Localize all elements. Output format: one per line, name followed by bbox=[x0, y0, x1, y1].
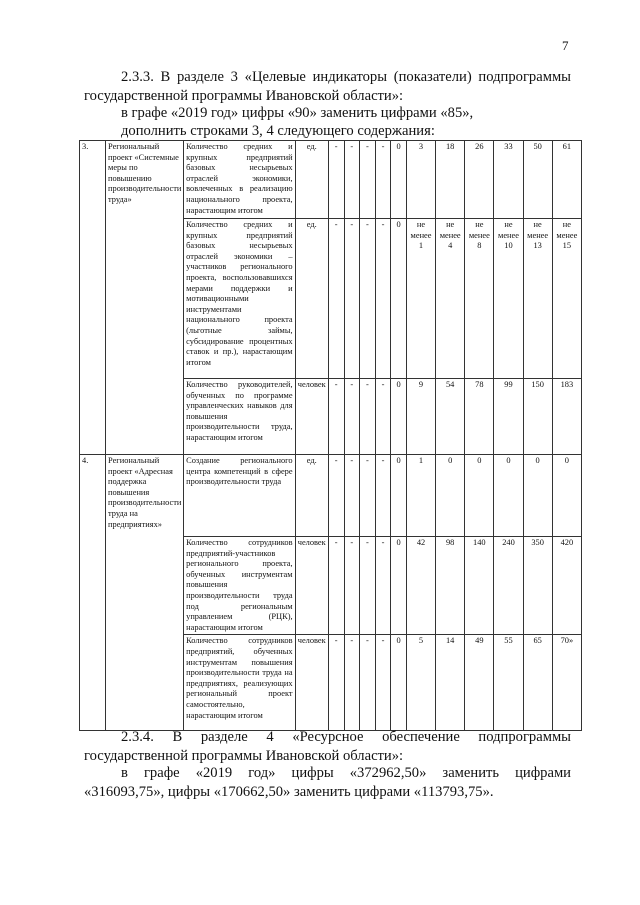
value-cell: 140 bbox=[465, 537, 494, 635]
paragraph-line: дополнить строками 3, 4 следующего содержания: bbox=[121, 123, 435, 139]
value-cell: 350 bbox=[523, 537, 552, 635]
value-cell: - bbox=[344, 635, 360, 731]
value-cell: - bbox=[375, 455, 391, 537]
value-cell: 14 bbox=[436, 635, 465, 731]
value-cell: - bbox=[328, 455, 344, 537]
value-cell: - bbox=[360, 537, 376, 635]
paragraph-line: «316093,75», цифры «170662,50» заменить цифрами «113793,75». bbox=[84, 783, 494, 800]
value-cell: - bbox=[344, 219, 360, 379]
value-cell: 70» bbox=[552, 635, 581, 731]
indicator-name-cell: Количество средних и крупных предприятий базовых несырьевых отраслей экономики – участников регионального проекта, воспользовавшихся мерами поддержки и мотивационными инструментами национального проекта (льготные займы, субсидирование процентных ставок и пр.), нарастающим итогом bbox=[184, 219, 295, 379]
page-number: 7 bbox=[562, 38, 569, 53]
value-cell: - bbox=[344, 537, 360, 635]
value-cell: 3 bbox=[406, 141, 435, 219]
value-cell: - bbox=[375, 219, 391, 379]
value-cell: 9 bbox=[406, 379, 435, 455]
value-cell: не менее 13 bbox=[523, 219, 552, 379]
value-cell: 0 bbox=[523, 455, 552, 537]
value-cell: 33 bbox=[494, 141, 523, 219]
value-cell: - bbox=[360, 635, 376, 731]
value-cell: 26 bbox=[465, 141, 494, 219]
value-cell: не менее 4 bbox=[436, 219, 465, 379]
value-cell: 240 bbox=[494, 537, 523, 635]
table-row bbox=[80, 455, 582, 537]
value-cell: 0 bbox=[391, 379, 407, 455]
value-cell: 99 bbox=[494, 379, 523, 455]
value-cell: - bbox=[328, 537, 344, 635]
instruction-2019-sums-paragraph bbox=[84, 764, 571, 801]
section-2-3-4-paragraph bbox=[84, 728, 571, 765]
unit-cell: человек bbox=[295, 635, 328, 731]
value-cell: 54 bbox=[436, 379, 465, 455]
unit-cell: человек bbox=[295, 379, 328, 455]
value-cell: - bbox=[328, 141, 344, 219]
paragraph-line: 2.3.3. В разделе 3 «Целевые индикаторы (показатели) подпрограммы bbox=[121, 69, 571, 85]
indicator-name-cell: Количество средних и крупных предприятий базовых несырьевых отраслей экономики, вовлеченных в реализацию национального проекта, нарастающим итогом bbox=[184, 141, 295, 219]
value-cell: 183 bbox=[552, 379, 581, 455]
indicator-name-cell: Количество сотрудников предприятий, обученных инструментам повышения производительности труда на предприятиях, реализующих региональный проект самостоятельно, нарастающим итогом bbox=[184, 635, 295, 731]
value-cell: 98 bbox=[436, 537, 465, 635]
value-cell: - bbox=[360, 219, 376, 379]
value-cell: 61 bbox=[552, 141, 581, 219]
instruction-2019-paragraph bbox=[84, 104, 571, 123]
value-cell: - bbox=[375, 379, 391, 455]
value-cell: 0 bbox=[391, 635, 407, 731]
value-cell: не менее 10 bbox=[494, 219, 523, 379]
value-cell: - bbox=[360, 379, 376, 455]
value-cell: 50 bbox=[523, 141, 552, 219]
value-cell: - bbox=[344, 379, 360, 455]
value-cell: - bbox=[375, 537, 391, 635]
value-cell: - bbox=[375, 141, 391, 219]
value-cell: 0 bbox=[465, 455, 494, 537]
value-cell: - bbox=[344, 455, 360, 537]
value-cell: 42 bbox=[406, 537, 435, 635]
indicators-table bbox=[79, 140, 582, 731]
row-number-cell: 4. bbox=[80, 455, 106, 731]
indicators-table-body bbox=[80, 141, 582, 731]
value-cell: не менее 8 bbox=[465, 219, 494, 379]
value-cell: 55 bbox=[494, 635, 523, 731]
value-cell: 65 bbox=[523, 635, 552, 731]
unit-cell: ед. bbox=[295, 219, 328, 379]
value-cell: 420 bbox=[552, 537, 581, 635]
unit-cell: ед. bbox=[295, 141, 328, 219]
value-cell: 0 bbox=[494, 455, 523, 537]
value-cell: 0 bbox=[552, 455, 581, 537]
value-cell: - bbox=[344, 141, 360, 219]
value-cell: - bbox=[328, 635, 344, 731]
paragraph-line: государственной программы Ивановской области»: bbox=[84, 747, 404, 764]
indicator-name-cell: Создание регионального центра компетенций в сфере производительности труда bbox=[184, 455, 295, 537]
indicator-name-cell: Количество руководителей, обученных по программе управленческих навыков для повышения производительности труда, нарастающим итогом bbox=[184, 379, 295, 455]
section-2-3-3-paragraph bbox=[84, 68, 571, 105]
value-cell: 0 bbox=[436, 455, 465, 537]
value-cell: - bbox=[375, 635, 391, 731]
indicator-name-cell: Количество сотрудников предприятий-участников регионального проекта, обученных инструментам повышения производительности труда под региональным управлением (РЦК), нарастающим итогом bbox=[184, 537, 295, 635]
value-cell: 49 bbox=[465, 635, 494, 731]
paragraph-line: в графе «2019 год» цифры «372962,50» заменить цифрами bbox=[121, 765, 571, 781]
value-cell: 0 bbox=[391, 141, 407, 219]
value-cell: - bbox=[360, 141, 376, 219]
value-cell: 1 bbox=[406, 455, 435, 537]
table-row bbox=[80, 141, 582, 219]
program-name-cell: Региональный проект «Адресная поддержка повышения производительности труда на предприятиях» bbox=[106, 455, 184, 731]
value-cell: 78 bbox=[465, 379, 494, 455]
add-rows-paragraph bbox=[84, 122, 571, 141]
unit-cell: ед. bbox=[295, 455, 328, 537]
value-cell: - bbox=[360, 455, 376, 537]
value-cell: 18 bbox=[436, 141, 465, 219]
unit-cell: человек bbox=[295, 537, 328, 635]
value-cell: - bbox=[328, 379, 344, 455]
paragraph-line: государственной программы Ивановской области»: bbox=[84, 87, 404, 104]
value-cell: не менее 1 bbox=[406, 219, 435, 379]
paragraph-line: 2.3.4. В разделе 4 «Ресурсное обеспечение подпрограммы bbox=[121, 729, 571, 745]
value-cell: - bbox=[328, 219, 344, 379]
value-cell: 0 bbox=[391, 537, 407, 635]
program-name-cell: Региональный проект «Системные меры по повышению производительности труда» bbox=[106, 141, 184, 455]
row-number-cell: 3. bbox=[80, 141, 106, 455]
value-cell: 0 bbox=[391, 219, 407, 379]
value-cell: 5 bbox=[406, 635, 435, 731]
value-cell: 0 bbox=[391, 455, 407, 537]
paragraph-line: в графе «2019 год» цифры «90» заменить цифрами «85», bbox=[121, 105, 474, 121]
value-cell: не менее 15 bbox=[552, 219, 581, 379]
value-cell: 150 bbox=[523, 379, 552, 455]
